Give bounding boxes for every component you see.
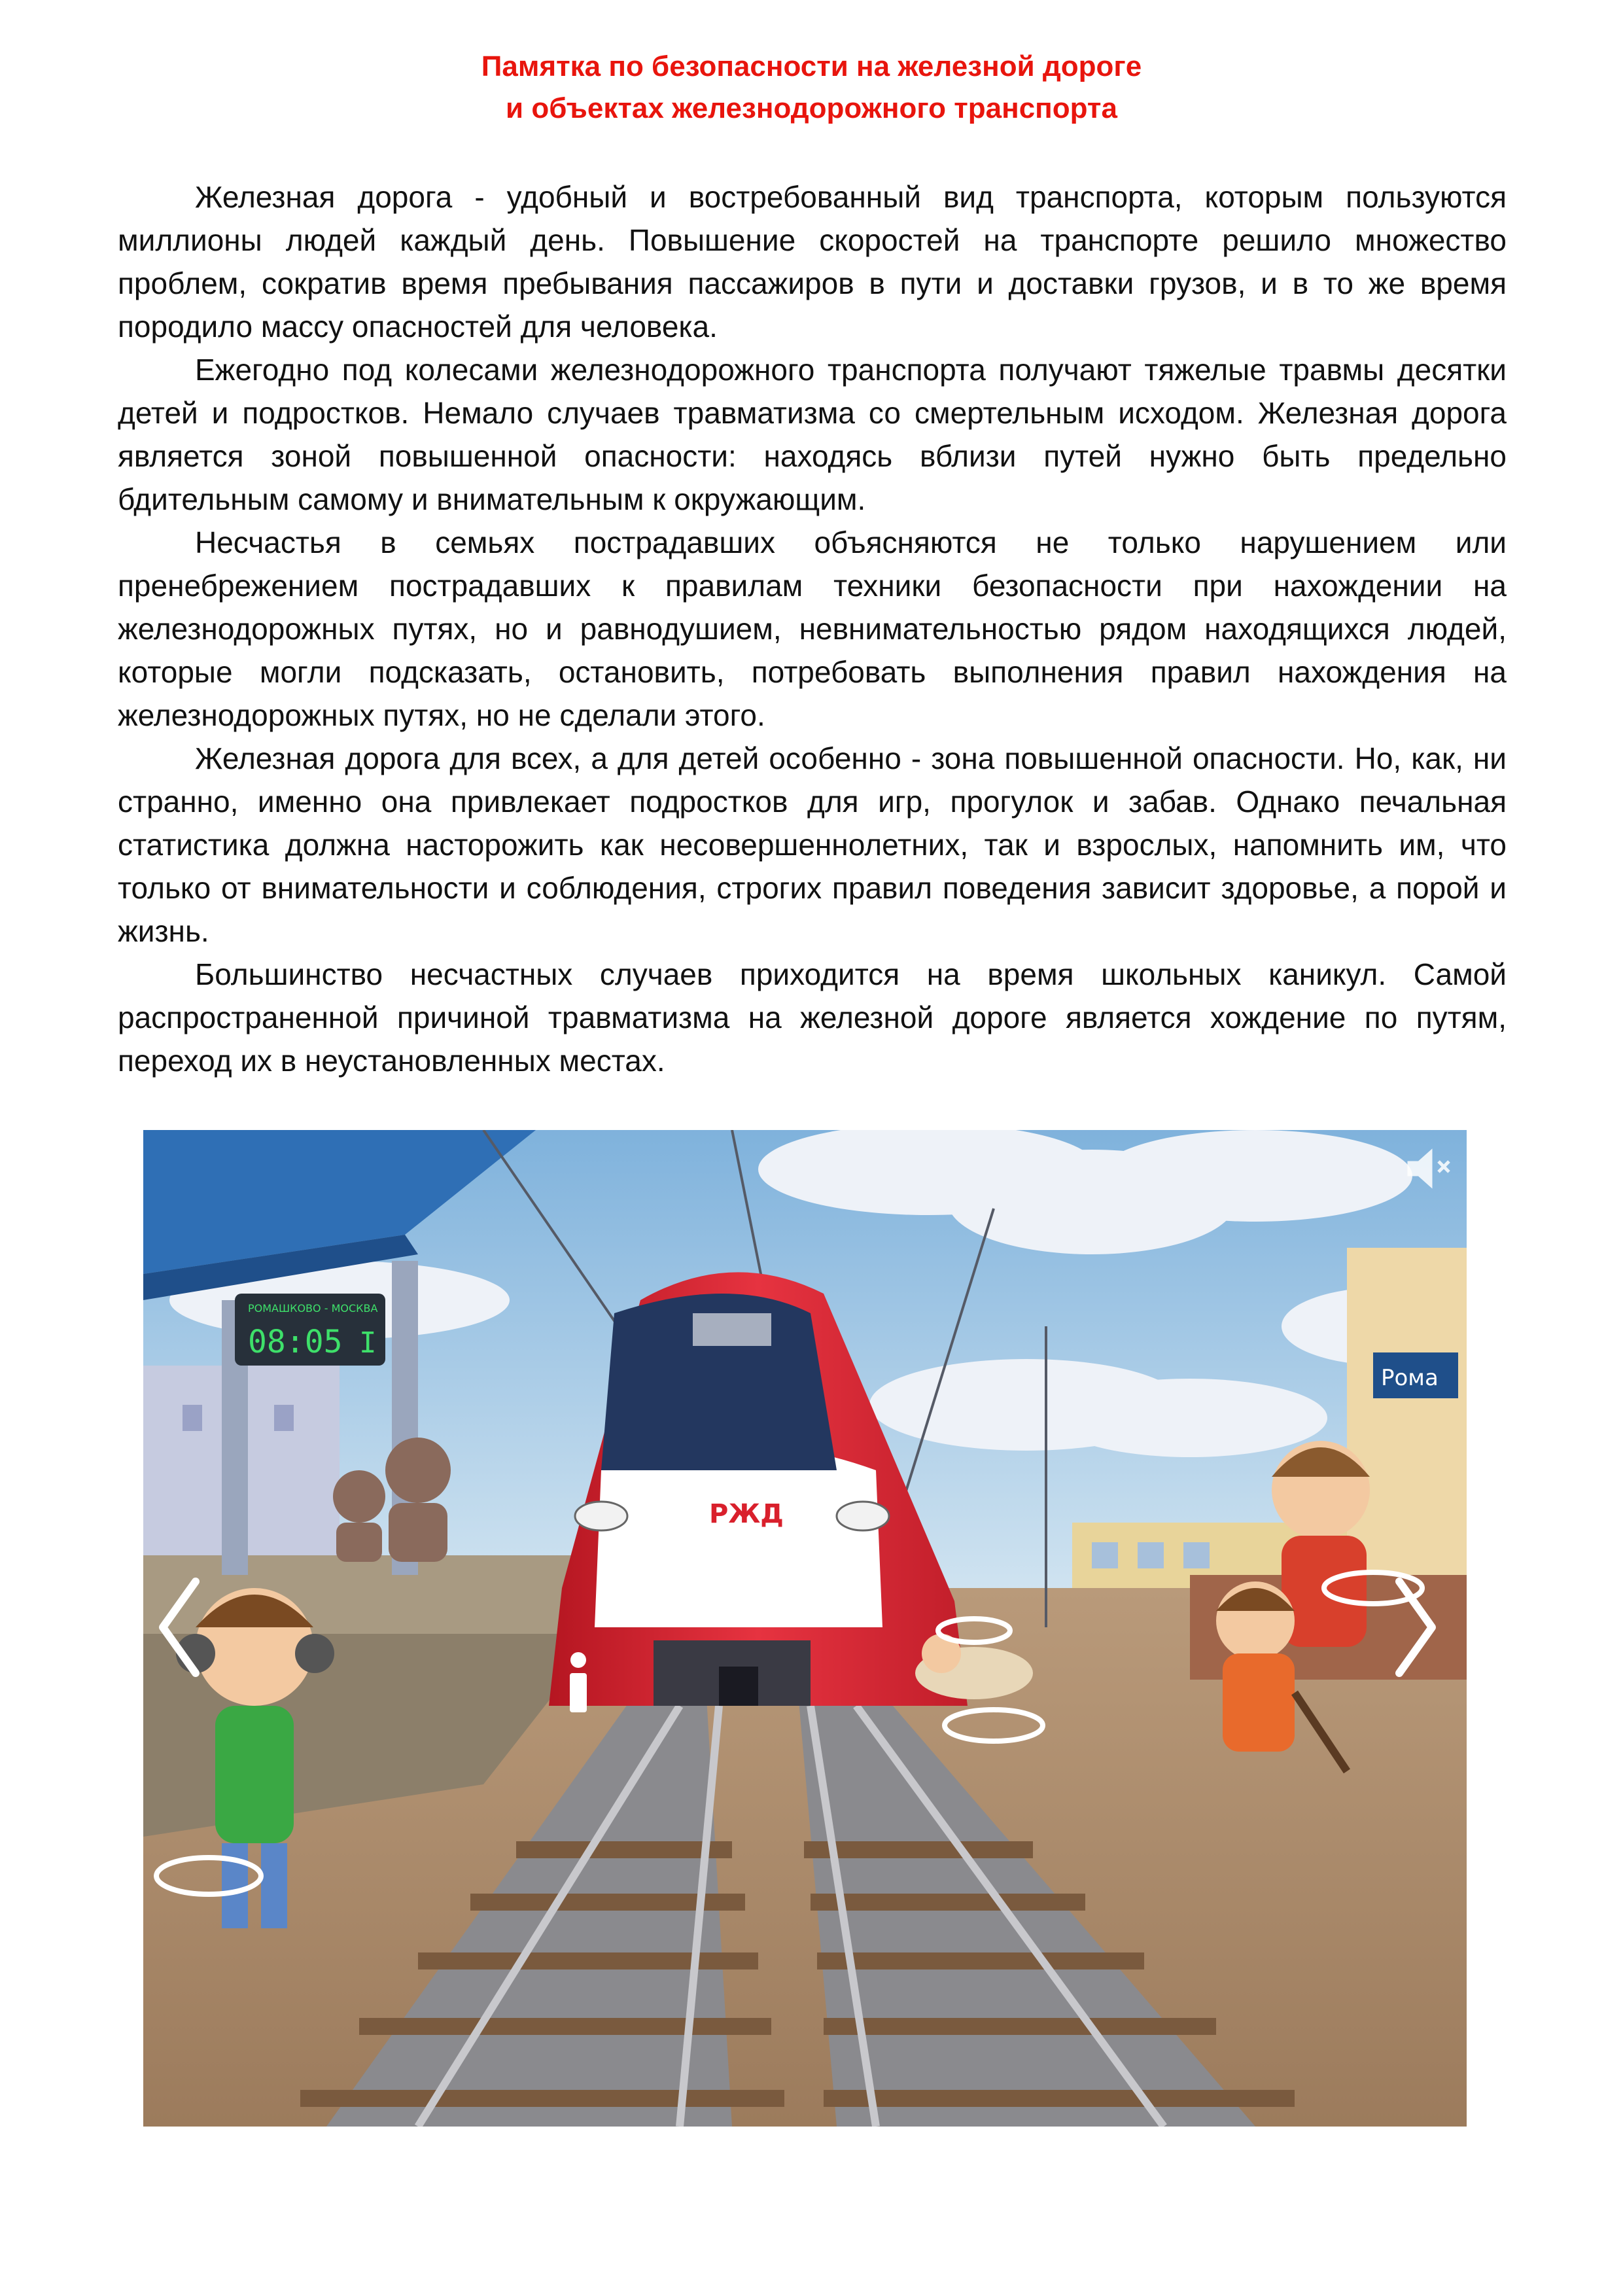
station-sign: Рома — [1381, 1365, 1439, 1391]
paragraph: Несчастья в семьях пострадавших объясняются не только нарушением или пренебрежением пострадавших к правилам техники безопасности при нахождении на железнодорожных путях, но и равнодушием, невнимательностью рядом находящихся людей, которые могли подсказать, остановить, потребовать выполнения правил нахождения на железнодорожных путях, но не сделали этого. — [118, 525, 1507, 732]
title-line-2: и объектах железнодорожного транспорта — [506, 92, 1117, 124]
paragraph: Железная дорога для всех, а для детей особенно - зона повышенной опасности. Но, как, ни странно, именно она привлекает подростков для игр, прогулок и забав. Однако печальная статистика должна насторожить как несовершеннолетних, так и взрослых, напомнить им, что только от внимательности и соблюдения, строгих правил поведения зависит здоровье, а порой и жизнь. — [118, 741, 1507, 948]
departure-board — [235, 1294, 385, 1366]
paragraph: Большинство несчастных случаев приходится на время школьных каникул. Самой распространенной причиной травматизма на железной дороге является хождение по путям, переход их в неустановленных местах. — [118, 957, 1507, 1078]
train-logo: РЖД — [709, 1499, 784, 1529]
info-icon[interactable] — [570, 1652, 587, 1712]
board-time: 08:05 — [248, 1324, 343, 1360]
document-title — [0, 46, 1623, 130]
document-body — [118, 175, 1507, 1082]
board-platform: I — [359, 1326, 377, 1360]
paragraph: Железная дорога - удобный и востребованный вид транспорта, которым пользуются миллионы людей каждый день. Повышение скоростей на транспорте решило множество проблем, сократив время пребывания пассажиров в пути и доставки грузов, и в то же время породило массу опасностей для человека. — [118, 180, 1507, 344]
title-line-1: Памятка по безопасности на железной дороге — [481, 50, 1142, 82]
paragraph: Ежегодно под колесами железнодорожного транспорта получают тяжелые травмы десятки детей и подростков. Немало случаев травматизма со смертельным исходом. Железная дорога является зоной повышенной опасности: находясь вблизи путей нужно быть предельно бдительным самому и внимательным к окружающим. — [118, 353, 1507, 516]
railway-safety-illustration — [143, 1130, 1467, 2127]
board-route: РОМАШКОВО - МОСКВА — [248, 1302, 378, 1315]
illustration-svg — [143, 1130, 1467, 2127]
